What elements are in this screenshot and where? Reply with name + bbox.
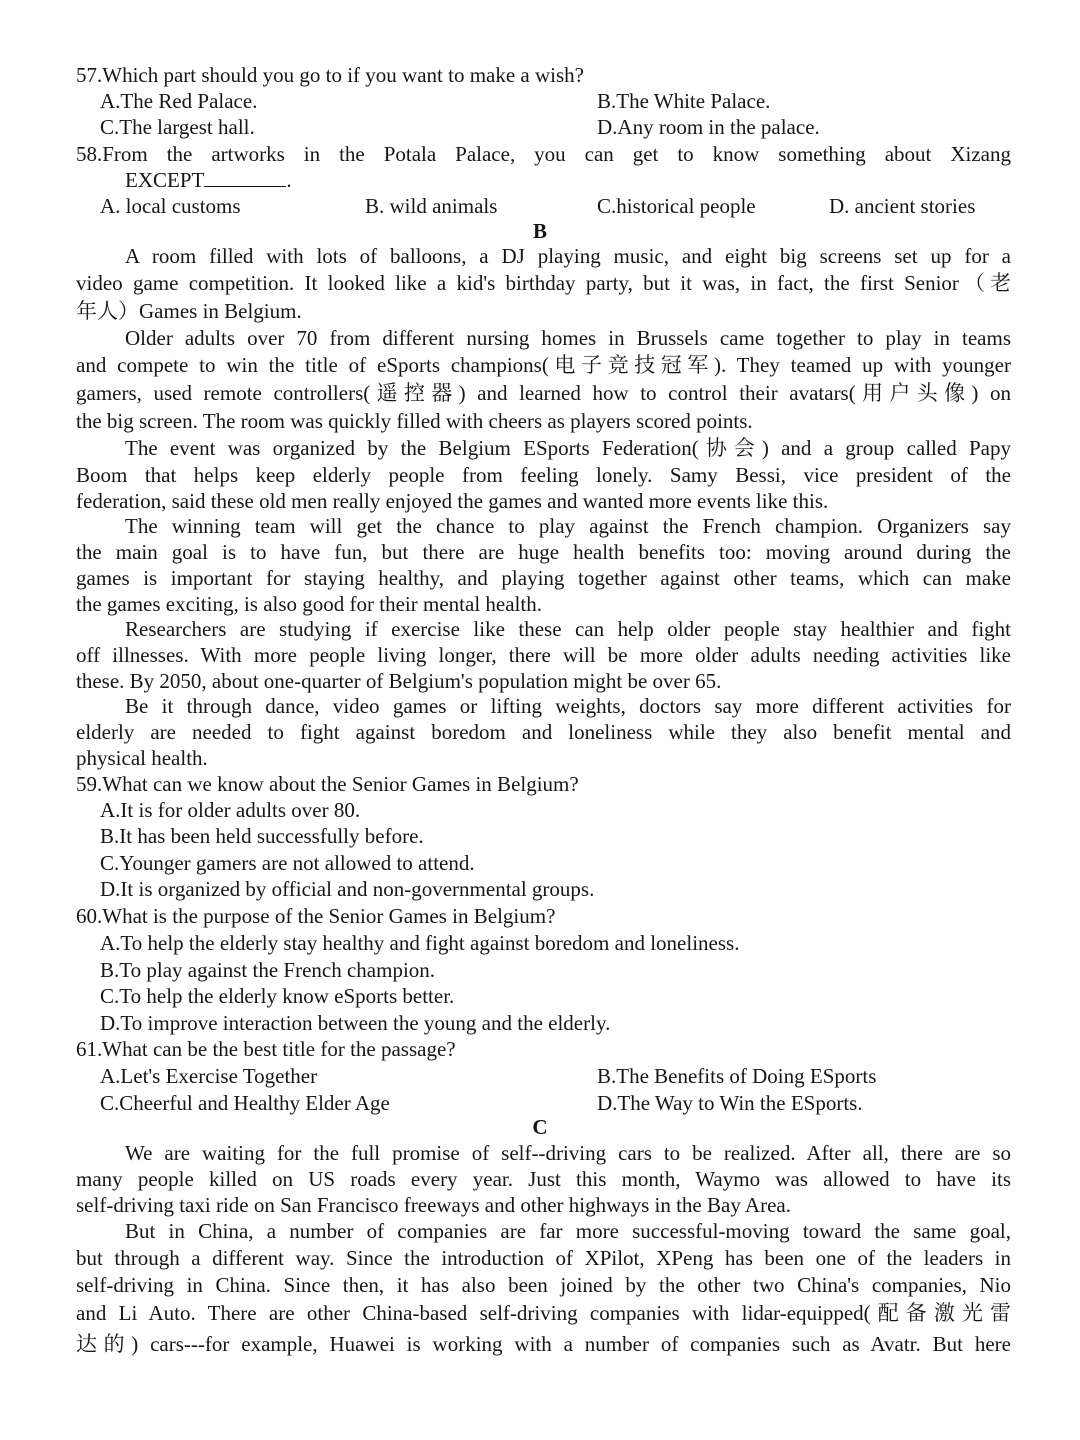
q59-option-a: A.It is for older adults over 80. [100, 798, 361, 822]
q58-except: EXCEPT [125, 168, 205, 192]
passage-c-line: but through a different way. Since the introduction of XPilot, XPeng has been one of the leaders in [76, 1246, 1011, 1270]
q58-period: . [286, 168, 292, 192]
q60-option-d: D.To improve interaction between the young and the elderly. [100, 1011, 611, 1035]
passage-c-line: and Li Auto. There are other China-based self-driving companies with lidar-equipped(配备激光雷 [76, 1301, 1011, 1325]
answer-blank [204, 168, 286, 187]
passage-b-line: Older adults over 70 from different nursing homes in Brussels came together to play in teams [125, 326, 1011, 350]
q58-option-b: B. wild animals [365, 194, 498, 218]
q60-stem: 60.What is the purpose of the Senior Games in Belgium? [76, 904, 556, 928]
q58-stem: 58.From the artworks in the Potala Palace, you can get to know something about Xizang [76, 142, 1011, 166]
q59-option-b: B.It has been held successfully before. [100, 824, 424, 848]
passage-b-line: the games exciting, is also good for their mental health. [76, 592, 542, 616]
passage-c-line: 达的) cars---for example, Huawei is working with a number of companies such as Avatr. But here [76, 1332, 1011, 1356]
passage-c-line: We are waiting for the full promise of self--driving cars to be realized. After all, there are so [125, 1141, 1011, 1165]
q61-option-b: B.The Benefits of Doing ESports [597, 1064, 877, 1088]
q61-option-a: A.Let's Exercise Together [100, 1064, 318, 1088]
passage-b-line: elderly are needed to fight against boredom and loneliness while they also benefit mental and [76, 720, 1011, 744]
passage-b-line: these. By 2050, about one-quarter of Belgium's population might be over 65. [76, 669, 722, 693]
passage-b-line: The winning team will get the chance to play against the French champion. Organizers say [125, 514, 1011, 538]
q57-option-b: B.The White Palace. [597, 89, 771, 113]
passage-b-line: gamers, used remote controllers(遥控器) and learned how to control their avatars(用户头像) on [76, 381, 1011, 405]
q57-option-c: C.The largest hall. [100, 115, 255, 139]
passage-b-line: The event was organized by the Belgium ESports Federation(协会) and a group called Papy [125, 436, 1011, 460]
passage-b-line: 年人）Games in Belgium. [76, 299, 302, 323]
q59-stem: 59.What can we know about the Senior Games in Belgium? [76, 772, 579, 796]
passage-b-line: the big screen. The room was quickly filled with cheers as players scored points. [76, 409, 753, 433]
q58-stem-continued [125, 167, 292, 193]
q58-option-d: D. ancient stories [829, 194, 976, 218]
passage-b-line: A room filled with lots of balloons, a DJ playing music, and eight big screens set up for a [125, 244, 1011, 268]
passage-b-line: physical health. [76, 746, 208, 770]
q57-option-d: D.Any room in the palace. [597, 115, 820, 139]
q59-option-d: D.It is organized by official and non-governmental groups. [100, 877, 595, 901]
passage-c-line: But in China, a number of companies are far more successful-moving toward the same goal, [125, 1219, 1011, 1243]
q58-option-a: A. local customs [100, 194, 241, 218]
q57-stem: 57.Which part should you go to if you want to make a wish? [76, 63, 584, 87]
section-b-heading: B [532, 219, 547, 243]
passage-b-line: Be it through dance, video games or lifting weights, doctors say more different activities for [125, 694, 1011, 718]
passage-b-line: off illnesses. With more people living longer, there will be more older adults needing activities like [76, 643, 1011, 667]
passage-b-line: the main goal is to have fun, but there are huge health benefits too: moving around during the [76, 540, 1011, 564]
passage-b-line: Researchers are studying if exercise like these can help older people stay healthier and fight [125, 617, 1011, 641]
q61-option-d: D.The Way to Win the ESports. [597, 1091, 863, 1115]
passage-c-line: self-driving in China. Since then, it has also been joined by the other two China's companies, Nio [76, 1273, 1011, 1297]
q60-option-a: A.To help the elderly stay healthy and fight against boredom and loneliness. [100, 931, 740, 955]
q61-option-c: C.Cheerful and Healthy Elder Age [100, 1091, 390, 1115]
passage-b-line: video game competition. It looked like a kid's birthday party, but it was, in fact, the first Senior（老 [76, 271, 1011, 295]
q57-option-a: A.The Red Palace. [100, 89, 258, 113]
passage-b-line: federation, said these old men really enjoyed the games and wanted more events like this. [76, 489, 829, 513]
passage-c-line: self-driving taxi ride on San Francisco freeways and other highways in the Bay Area. [76, 1193, 791, 1217]
q58-option-c: C.historical people [597, 194, 756, 218]
q59-option-c: C.Younger gamers are not allowed to attend. [100, 851, 475, 875]
q60-option-b: B.To play against the French champion. [100, 958, 436, 982]
section-c-heading: C [532, 1115, 548, 1139]
passage-b-line: Boom that helps keep elderly people from feeling lonely. Samy Bessi, vice president of the [76, 463, 1011, 487]
q61-stem: 61.What can be the best title for the passage? [76, 1037, 456, 1061]
passage-b-line: and compete to win the title of eSports champions(电子竞技冠军). They teamed up with younger [76, 353, 1011, 377]
passage-b-line: games is important for staying healthy, and playing together against other teams, which can make [76, 566, 1011, 590]
passage-c-line: many people killed on US roads every year. Just this month, Waymo was allowed to have its [76, 1167, 1011, 1191]
q60-option-c: C.To help the elderly know eSports better. [100, 984, 455, 1008]
